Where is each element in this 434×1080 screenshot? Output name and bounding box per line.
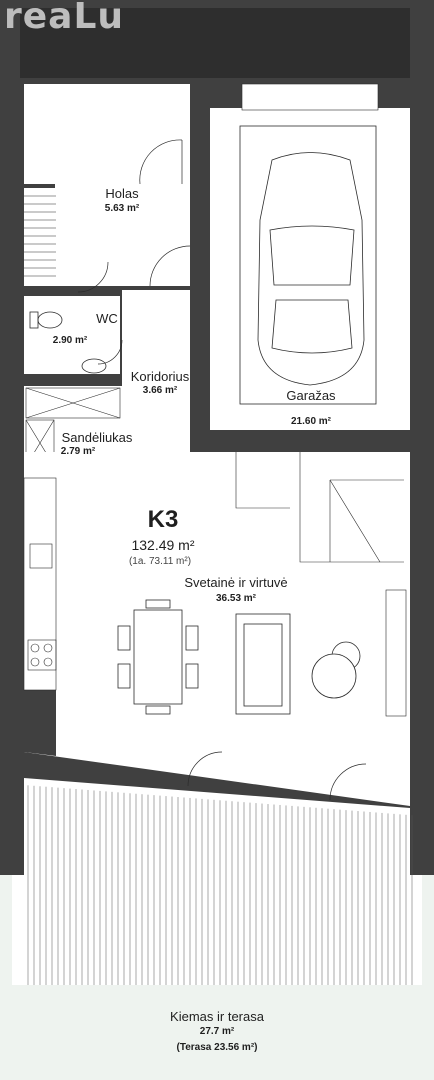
- stair-left: [24, 188, 56, 286]
- terrace-deck: [12, 875, 422, 985]
- garazas-label: Garažas: [286, 388, 336, 403]
- living-room: [24, 440, 410, 806]
- unit-name: K3: [147, 506, 179, 533]
- holas-area: 5.63 m²: [104, 203, 140, 214]
- left-wall-notch: [24, 690, 56, 756]
- koridorius-label: Koridorius: [130, 369, 190, 384]
- garazas-area: 21.60 m²: [290, 416, 332, 427]
- terrace-area: (Terasa 23.56 m²): [176, 1042, 258, 1053]
- wc-area: 2.90 m²: [52, 335, 88, 346]
- tv-cabinet: [386, 590, 406, 716]
- realu-logo: reaLu: [4, 0, 125, 37]
- svetaine-area: 36.53 m²: [215, 593, 257, 604]
- corridor-room: [122, 290, 190, 440]
- unit-total-area: 132.49 m²: [131, 537, 195, 553]
- entry-area: [24, 84, 190, 184]
- kiemas-label: Kiemas ir terasa: [170, 1009, 264, 1024]
- kiemas-area: 27.7 m²: [199, 1026, 235, 1037]
- sandeliukas-label: Sandėliukas: [61, 430, 133, 445]
- koridorius-area: 3.66 m²: [142, 385, 178, 396]
- sofa: [236, 614, 290, 714]
- sandeliukas-area: 2.79 m²: [60, 446, 96, 457]
- unit-floor-area: (1a. 73.11 m²): [128, 556, 192, 567]
- kitchen-counter: [24, 478, 56, 690]
- wc-label: WC: [96, 311, 118, 326]
- holas-label: Holas: [105, 186, 139, 201]
- garage-door: [242, 84, 378, 110]
- svetaine-label: Svetainė ir virtuvė: [184, 575, 288, 590]
